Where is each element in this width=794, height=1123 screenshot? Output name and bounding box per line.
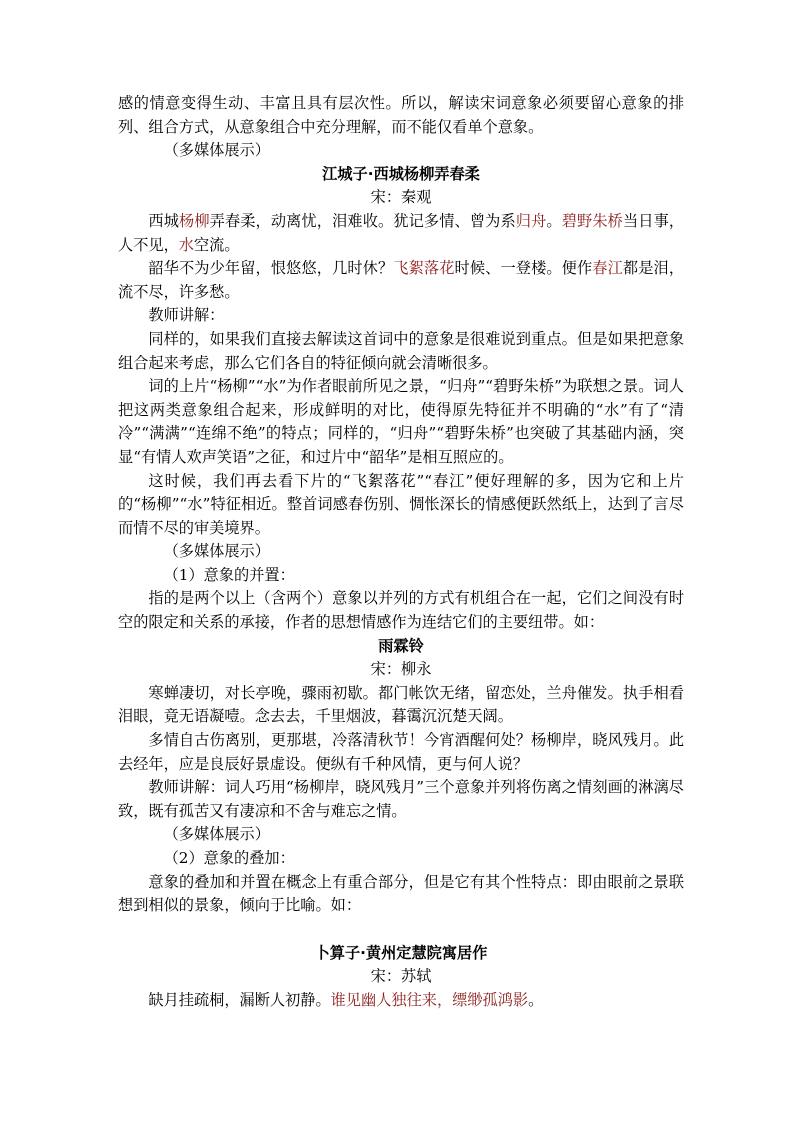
poem-author: 宋：秦观 (370, 188, 432, 207)
poem-text: 。 (528, 990, 544, 1009)
document-page (118, 92, 684, 1013)
highlighted-image: 碧野朱桥 (561, 211, 623, 230)
highlighted-image: 缥缈孤鸿影 (452, 990, 529, 1009)
poem-author: 宋：柳永 (370, 660, 432, 679)
poem-text: 时候、一登楼。便作 (454, 259, 593, 278)
highlighted-image: 归舟 (515, 211, 547, 230)
poem-text: 西城 (148, 211, 180, 230)
body-paragraph: 指的是两个以上（含两个）意象以并列的方式有机组合在一起，它们之间没有时空的限定和关系的承接，作者的思想情感作为连结它们的主要纽带。如： (118, 589, 684, 632)
teacher-explanation: 教师讲解：词人巧用“杨柳岸，晓风残月”三个意象并列将伤离之情刻画的淋漓尽致，既有孤苦又有凄凉和不舍与难忘之情。 (118, 778, 684, 820)
poem-title: 卜算子·黄州定慧院寓居作 (314, 943, 488, 962)
poem-stanza: 多情自古伤离别，更那堪，冷落清秋节！今宵酒醒何处？杨柳岸，晓风残月。此去经年，应是良辰好景虚设。便纵有千种风情，更与何人说？ (118, 731, 684, 773)
body-paragraph: 这时候，我们再去看下片的“飞絮落花”“春江”便好理解的多，因为它和上片的“杨柳”“水”特征相近。整首词感春伤别、惆怅深长的情感便跃然纸上，达到了言尽而情不尽的审美境界。 (118, 471, 684, 537)
poem-text: 空流。 (193, 235, 240, 254)
poem-stanza (118, 257, 684, 304)
highlighted-image: 谁见幽人独往来 (330, 990, 437, 1009)
poem-stanza: 寒蝉凄切，对长亭晚，骤雨初歇。都门帐饮无绪，留恋处，兰舟催发。执手相看泪眼，竟无语凝噎。念去去，千里烟波，暮霭沉沉楚天阔。 (118, 683, 684, 726)
media-note: （多媒体展示） (163, 141, 270, 160)
section-item: （1）意象的并置： (163, 565, 295, 584)
media-note: （多媒体展示） (163, 825, 270, 844)
body-paragraph: 词的上片“杨柳”“水”为作者眼前所见之景，“归舟”“碧野朱桥”为联想之景。词人把这两类意象组合起来，形成鲜明的对比，使得原先特征并不明确的“水”有了“清冷”“满满”“连绵不绝”的特点；同样的，“归舟”“碧野朱桥”也突破了其基础内涵，突显“有情人欢声笑语”之征，和过片中“韶华”是相互照应的。 (118, 377, 684, 466)
intro-paragraph: 感的情意变得生动、丰富且具有层次性。所以，解读宋词意象必须要留心意象的排列、组合方式，从意象组合中充分理解，而不能仅看单个意象。 (118, 94, 684, 136)
highlighted-image: ， (436, 990, 453, 1009)
highlighted-image: 杨柳 (179, 211, 210, 230)
poem-text: 韶华不为少年留，恨悠悠，几时休？ (148, 259, 394, 278)
section-item: （2）意象的叠加： (163, 849, 295, 867)
poem-author: 宋：苏轼 (370, 967, 432, 986)
poem-title: 雨霖铃 (378, 636, 424, 655)
media-note: （多媒体展示） (163, 542, 270, 561)
body-paragraph: 同样的，如果我们直接去解读这首词中的意象是很难说到重点。但是如果把意象组合起来考虑，那么它们各自的特征倾向就会清晰很多。 (118, 329, 684, 372)
poem-text: 弄春柔，动离忧，泪难收。犹记多情、曾为系 (209, 211, 516, 230)
poem-stanza (118, 210, 684, 257)
body-paragraph: 意象的叠加和并置在概念上有重合部分，但是它有其个性特点：即由眼前之景联想到相似的景象，倾向于比喻。如： (118, 872, 684, 915)
highlighted-image: 水 (178, 235, 194, 254)
spacer (118, 918, 684, 942)
poem-text: 。 (546, 211, 562, 230)
poem-stanza (118, 989, 684, 1013)
poem-text: 当日事，人不见， (118, 211, 685, 254)
highlighted-image: 春江 (592, 259, 623, 278)
teacher-label: 教师讲解： (148, 306, 225, 325)
highlighted-image: 飞絮落花 (393, 259, 455, 278)
poem-title: 江城子·西城杨柳弄春柔 (322, 164, 480, 183)
poem-text: 都是泪，流不尽，许多愁。 (118, 259, 685, 301)
poem-text: 缺月挂疏桐，漏断人初静。 (148, 990, 331, 1009)
